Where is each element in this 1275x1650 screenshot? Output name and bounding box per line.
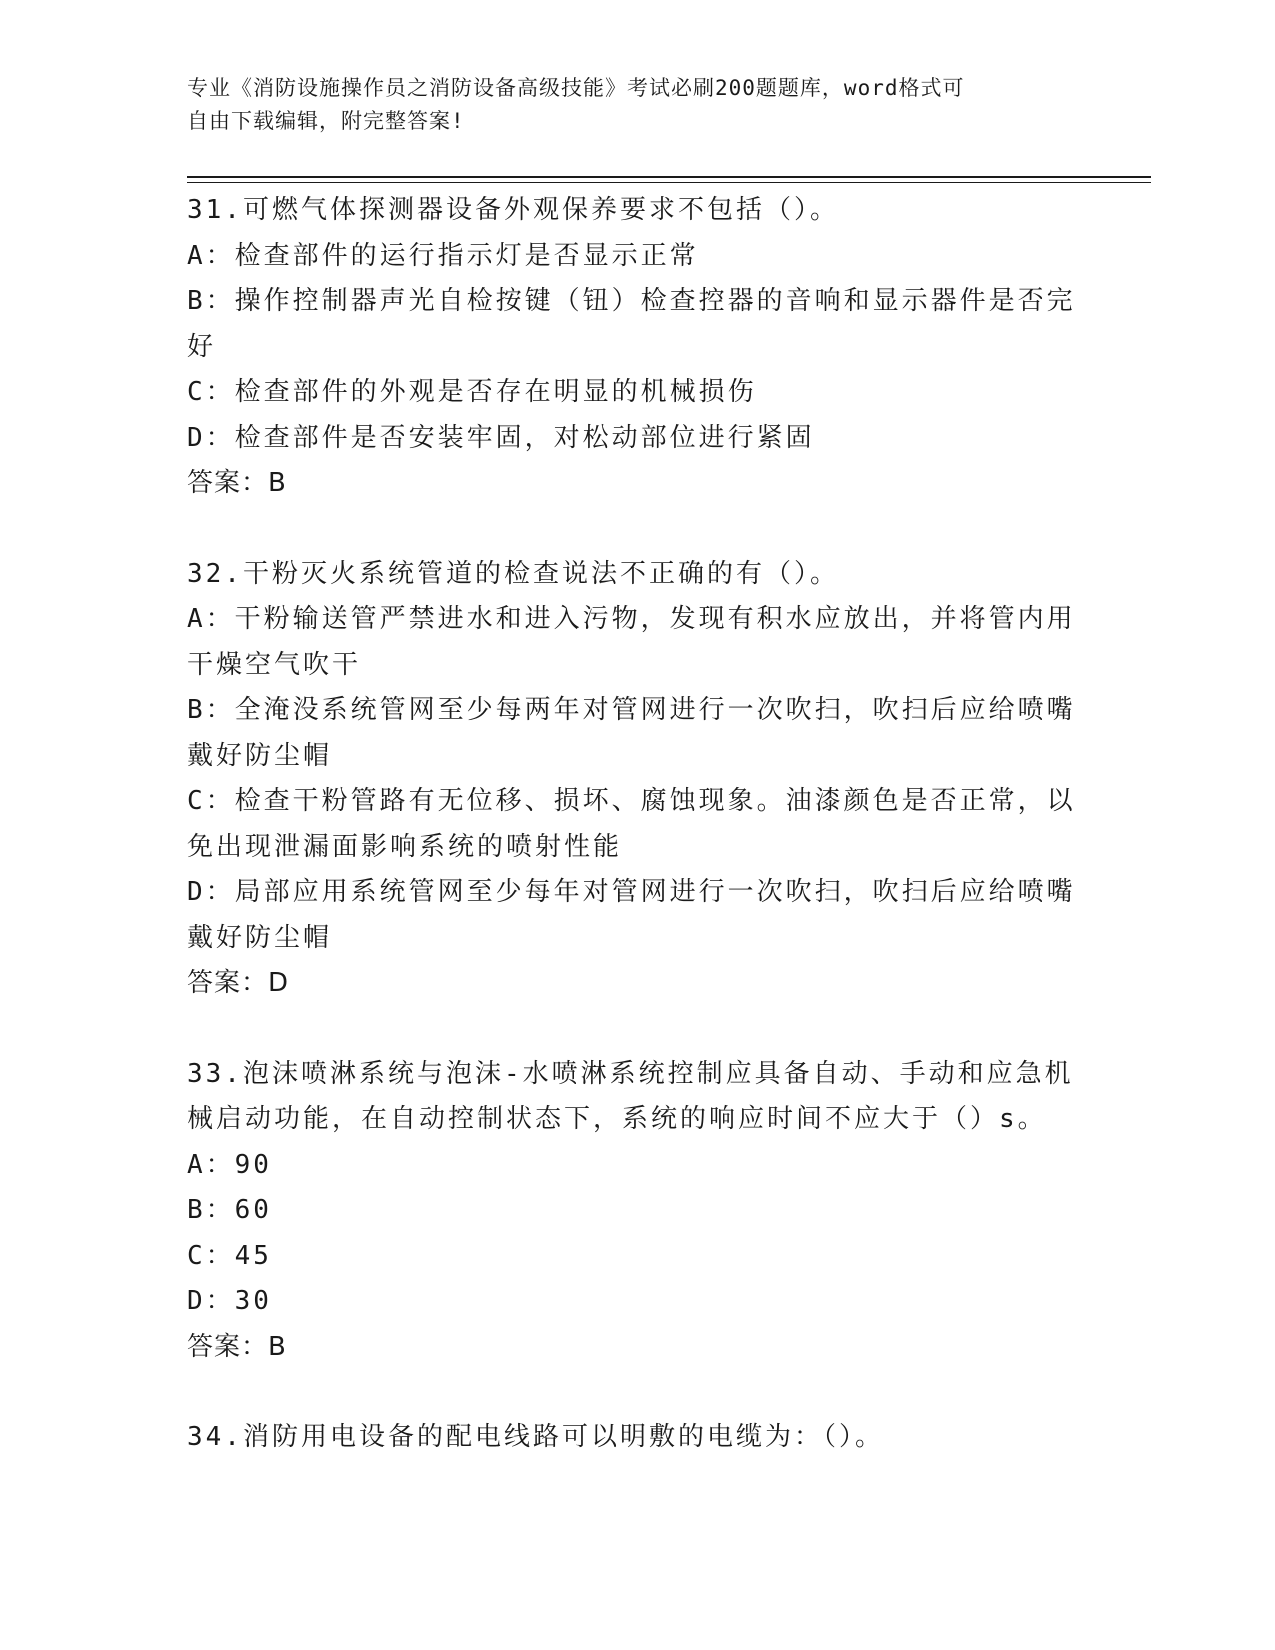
- question-list: [187, 188, 1077, 1461]
- option-b-continued: 戴好防尘帽: [187, 740, 333, 771]
- question-33: [187, 1052, 1077, 1371]
- option-c: C：检查干粉管路有无位移、损坏、腐蚀现象。油漆颜色是否正常，以: [187, 786, 1076, 816]
- option-c-continued: 免出现泄漏面影响系统的喷射性能: [187, 831, 623, 862]
- answer: 答案：B: [187, 468, 287, 498]
- question-stem: 33.泡沫喷淋系统与泡沫-水喷淋系统控制应具备自动、手动和应急机: [187, 1058, 1074, 1089]
- question-stem: 34.消防用电设备的配电线路可以明敷的电缆为：（）。: [187, 1422, 884, 1452]
- option-b-continued: 好: [187, 331, 217, 362]
- option-d-continued: 戴好防尘帽: [187, 922, 333, 953]
- option-a-continued: 干燥空气吹干: [187, 649, 362, 680]
- option-d: D：检查部件是否安装牢固，对松动部位进行紧固: [187, 422, 815, 453]
- header-line-1: 专业《消防设施操作员之消防设备高级技能》考试必刷200题题库，word格式可: [187, 76, 965, 100]
- question-stem: 31.可燃气体探测器设备外观保养要求不包括（）。: [187, 195, 839, 225]
- document-header: [187, 72, 1067, 138]
- header-divider-thin: [187, 182, 1151, 183]
- option-a: A：干粉输送管严禁进水和进入污物，发现有积水应放出，并将管内用: [187, 604, 1076, 634]
- question-34: [187, 1415, 1077, 1461]
- option-d: D：30: [187, 1286, 272, 1316]
- option-c: C：45: [187, 1240, 272, 1271]
- option-d: D：局部应用系统管网至少每年对管网进行一次吹扫，吹扫后应给喷嘴: [187, 877, 1076, 907]
- answer: 答案：B: [187, 1331, 287, 1362]
- question-32: [187, 552, 1077, 1007]
- header-line-2: 自由下载编辑，附完整答案!: [187, 109, 465, 133]
- answer: 答案：D: [187, 968, 290, 998]
- option-c: C：检查部件的外观是否存在明显的机械损伤: [187, 377, 757, 407]
- option-b: B：操作控制器声光自检按键（钮）检查控器的音响和显示器件是否完: [187, 286, 1076, 316]
- header-divider-thick: [187, 176, 1151, 178]
- question-31: [187, 188, 1077, 507]
- option-a: A：90: [187, 1149, 272, 1180]
- option-a: A：检查部件的运行指示灯是否显示正常: [187, 240, 699, 271]
- option-b: B：全淹没系统管网至少每两年对管网进行一次吹扫，吹扫后应给喷嘴: [187, 695, 1076, 725]
- question-stem-continued: 械启动功能，在自动控制状态下，系统的响应时间不应大于（）s。: [187, 1104, 1047, 1134]
- question-stem: 32.干粉灭火系统管道的检查说法不正确的有（）。: [187, 558, 839, 589]
- option-b: B：60: [187, 1195, 272, 1225]
